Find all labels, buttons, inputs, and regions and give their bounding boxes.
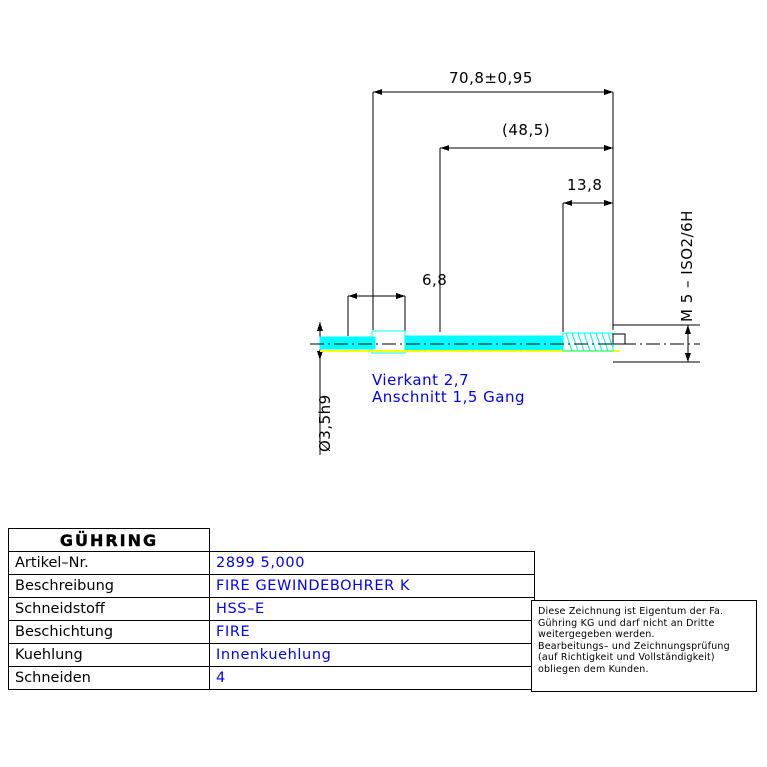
dimension-square-length: 6,8 (422, 271, 448, 289)
dimension-thread-length: 13,8 (567, 176, 603, 194)
legal-line: Bearbeitungs– und Zeichnungsprüfung (538, 640, 730, 652)
dimension-overall-length: 70,8±0,95 (449, 69, 533, 87)
row-value-coating: FIRE (210, 621, 535, 644)
table-row (9, 667, 535, 690)
legal-notice-box (531, 600, 757, 692)
table-row (9, 598, 535, 621)
row-label-cutting-material: Schneidstoff (9, 598, 210, 621)
row-label-flutes: Schneiden (9, 667, 210, 690)
dimension-shank-diameter: Ø3,5h9 (316, 394, 334, 452)
row-label-article-no: Artikel–Nr. (9, 552, 210, 575)
table-row (9, 552, 535, 575)
row-value-flutes: 4 (210, 667, 535, 690)
table-row (9, 621, 535, 644)
legal-line: weitergegeben werden. (538, 629, 655, 640)
info-table (8, 528, 535, 690)
row-value-cooling: Innenkuehlung (210, 644, 535, 667)
logo-row-spacer (210, 529, 535, 552)
dimension-thread-spec: M 5 – ISO2/6H (678, 210, 696, 322)
row-label-description: Beschreibung (9, 575, 210, 598)
row-label-coating: Beschichtung (9, 621, 210, 644)
legal-line: (auf Richtigkeit und Vollständigkeit) (538, 652, 715, 663)
table-row (9, 644, 535, 667)
logo-row (9, 529, 535, 552)
table-row (9, 575, 535, 598)
legal-line: Gühring KG und darf nicht an Dritte (538, 617, 715, 629)
legal-line: Diese Zeichnung ist Eigentum der Fa. (538, 606, 724, 617)
dimension-thread-to-shank: (48,5) (502, 121, 551, 139)
note-square: Vierkant 2,7 (372, 371, 470, 389)
row-value-cutting-material: HSS–E (210, 598, 535, 621)
note-chamfer: Anschnitt 1,5 Gang (372, 388, 526, 406)
row-value-description: FIRE GEWINDEBOHRER K (210, 575, 535, 598)
brand-logo: GÜHRING (59, 530, 159, 550)
legal-line: obliegen dem Kunden. (538, 663, 649, 675)
brand-logo-cell (9, 529, 210, 552)
row-value-article-no: 2899 5,000 (210, 552, 535, 575)
row-label-cooling: Kuehlung (9, 644, 210, 667)
